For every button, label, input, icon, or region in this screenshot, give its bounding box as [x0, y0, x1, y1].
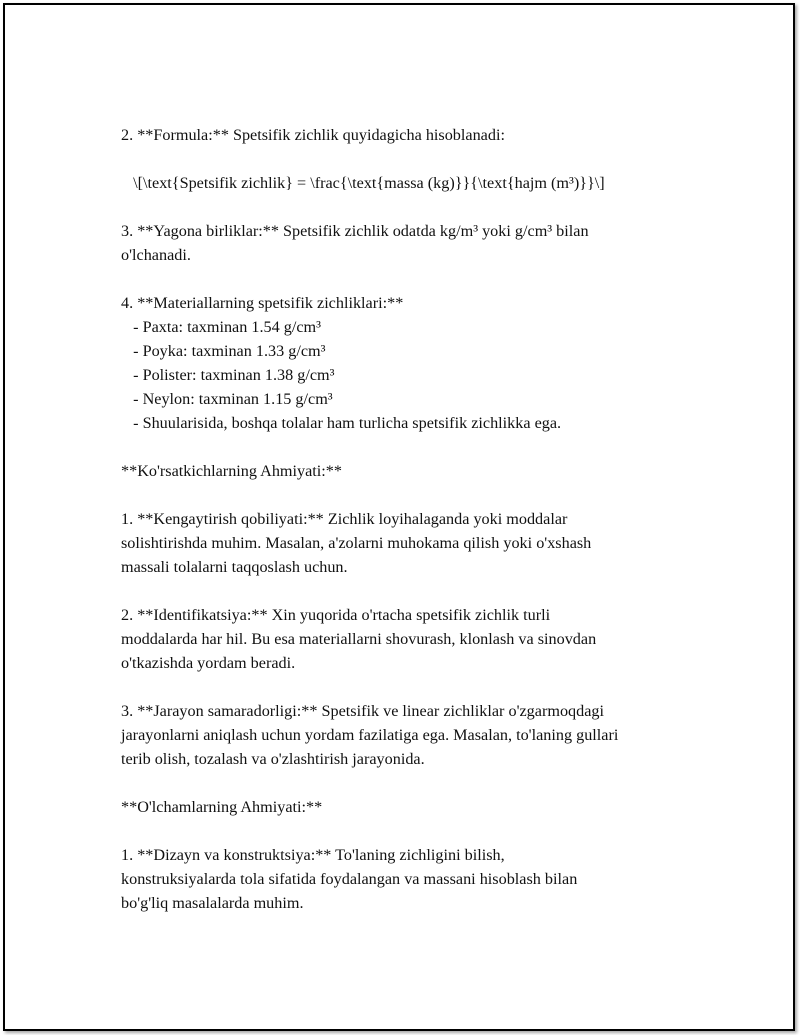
text-line: massali tolalarni taqqoslash uchun. — [121, 558, 348, 576]
text-line: 3. **Yagona birliklar:** Spetsifik zichlik odatda kg/m³ yoki g/cm³ bilan — [121, 222, 589, 240]
list-item: - Paxta: taxminan 1.54 g/cm³ — [121, 318, 321, 336]
formula-line: \[\text{Spetsifik zichlik} = \frac{\text{massa (kg)}}{\text{hajm (m³)}}\] — [121, 174, 605, 192]
text-line — [121, 675, 701, 699]
text-line: 1. **Dizayn va konstruktsiya:** To'laning zichligini bilish, — [121, 846, 505, 864]
list-item: - Polister: taxminan 1.38 g/cm³ — [121, 366, 335, 384]
text-line: terib olish, tozalash va o'zlashtirish jarayonida. — [121, 750, 425, 768]
list-item: - Neylon: taxminan 1.15 g/cm³ — [121, 390, 333, 408]
text-line — [121, 483, 701, 507]
text-line: solishtirishda muhim. Masalan, a'zolarni muhokama qilish yoki o'xshash — [121, 534, 592, 552]
text-line: 2. **Identifikatsiya:** Xin yuqorida o'rtacha spetsifik zichlik turli — [121, 606, 551, 624]
text-line — [121, 435, 701, 459]
text-line — [121, 579, 701, 603]
document-page — [3, 3, 795, 1031]
text-line — [121, 819, 701, 843]
text-line: 4. **Materiallarning spetsifik zichliklari:** — [121, 294, 404, 312]
text-line — [121, 267, 701, 291]
text-line: konstruksiyalarda tola sifatida foydalangan va massani hisoblash bilan — [121, 870, 578, 888]
section-heading: **Ko'rsatkichlarning Ahmiyati:** — [121, 462, 342, 480]
section-heading: **O'lchamlarning Ahmiyati:** — [121, 798, 323, 816]
text-line — [121, 771, 701, 795]
text-line — [121, 147, 701, 171]
list-item: - Poyka: taxminan 1.33 g/cm³ — [121, 342, 326, 360]
text-line: moddalarda har hil. Bu esa materiallarni shovurash, klonlash va sinovdan — [121, 630, 597, 648]
text-line: 3. **Jarayon samaradorligi:** Spetsifik ve linear zichliklar o'zgarmoqdagi — [121, 702, 605, 720]
document-body — [121, 123, 701, 915]
text-line: o'tkazishda yordam beradi. — [121, 654, 296, 672]
text-line: bo'g'liq masalalarda muhim. — [121, 894, 304, 912]
text-line — [121, 195, 701, 219]
list-item: - Shuularisida, boshqa tolalar ham turlicha spetsifik zichlikka ega. — [121, 414, 562, 432]
text-line: 1. **Kengaytirish qobiliyati:** Zichlik loyihalaganda yoki moddalar — [121, 510, 568, 528]
text-line: jarayonlarni aniqlash uchun yordam fazilatiga ega. Masalan, to'laning gullari — [121, 726, 619, 744]
text-line: 2. **Formula:** Spetsifik zichlik quyidagicha hisoblanadi: — [121, 126, 505, 144]
text-line: o'lchanadi. — [121, 246, 191, 264]
